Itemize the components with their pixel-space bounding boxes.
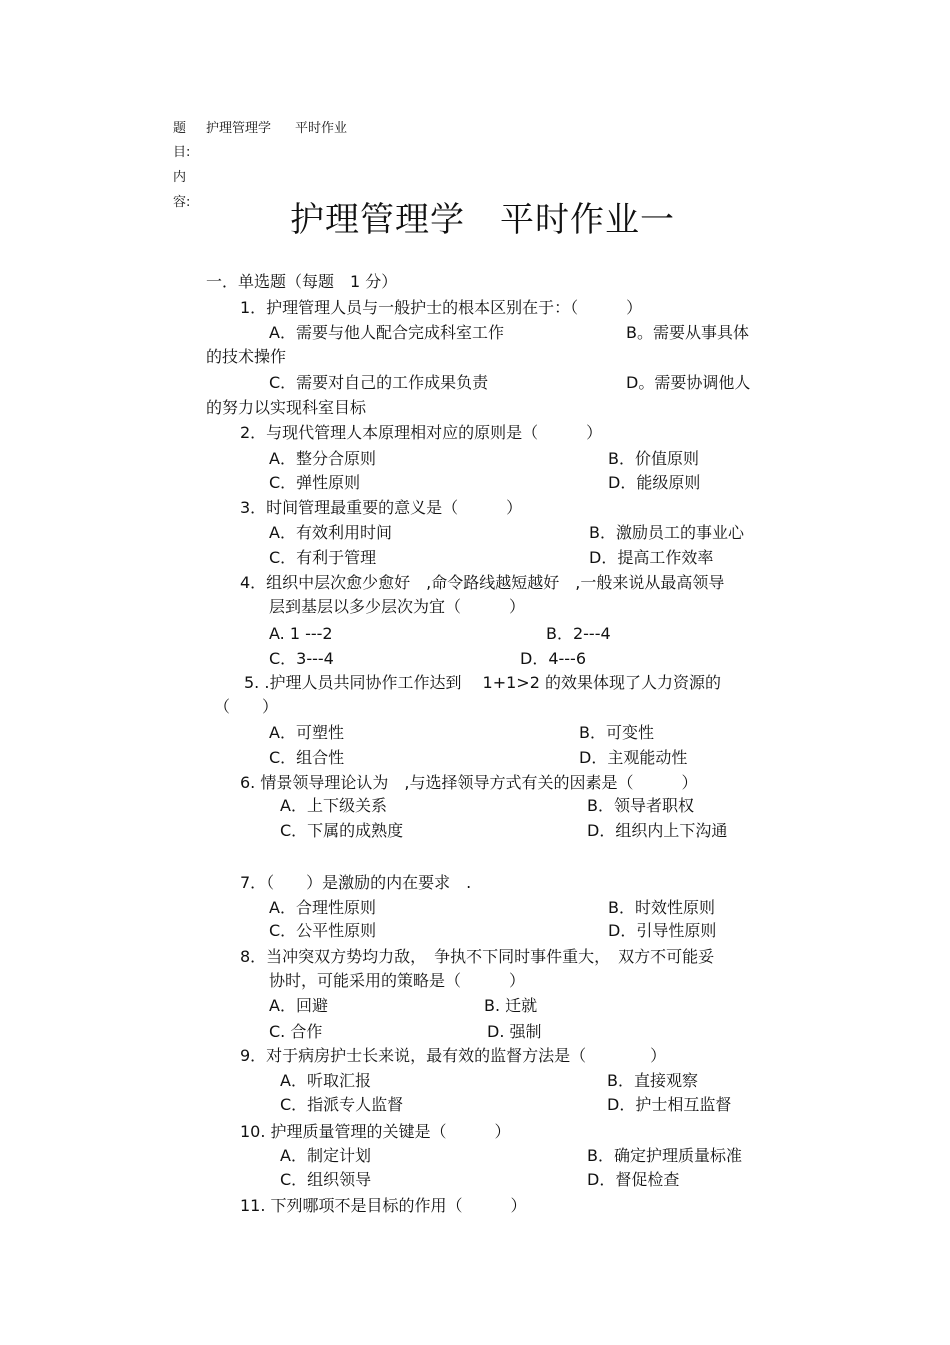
q9-option-d: D．护士相互监督 — [607, 1095, 732, 1114]
question-8: 8．当冲突双方势均力敌， 争执不下同时事件重大， 双方不可能妥 — [240, 947, 715, 966]
q7-option-b: B．时效性原则 — [608, 898, 715, 917]
q6-option-c: C．下属的成熟度 — [280, 821, 404, 840]
question-11: 11. 下列哪项不是目标的作用（ ） — [240, 1196, 527, 1215]
question-9: 9．对于病房护士长来说，最有效的监督方法是（ ） — [240, 1046, 667, 1065]
question-2: 2．与现代管理人本原理相对应的原则是（ ） — [240, 423, 603, 442]
q10-option-a: A．制定计划 — [280, 1146, 371, 1165]
q1-option-b: B。需要从事具体 — [626, 323, 749, 342]
q7-option-c: C．公平性原则 — [269, 921, 377, 940]
q9-option-a: A．听取汇报 — [280, 1071, 371, 1090]
question-4-cont: 层到基层以多少层次为宜（ ） — [269, 597, 526, 616]
q6-option-b: B．领导者职权 — [587, 796, 694, 815]
question-5: 5. .护理人员共同协作工作达到 1+1>2 的效果体现了人力资源的 — [244, 673, 721, 692]
q1-option-d-cont: 的努力以实现科室目标 — [206, 398, 367, 417]
q4-option-c: C．3---4 — [269, 649, 334, 668]
q4-option-a: A. 1 ---2 — [269, 624, 333, 643]
page-title: 护理管理学 平时作业一 — [290, 200, 675, 240]
question-10: 10. 护理质量管理的关键是（ ） — [240, 1122, 511, 1141]
q5-option-c: C．组合性 — [269, 748, 345, 767]
q6-option-a: A．上下级关系 — [280, 796, 387, 815]
label-topic: 题 — [173, 121, 187, 136]
q3-option-c: C．有利于管理 — [269, 548, 377, 567]
q1-option-d: D。需要协调他人 — [626, 373, 751, 392]
header-assignment: 平时作业 — [295, 121, 348, 136]
q6-option-d: D．组织内上下沟通 — [587, 821, 728, 840]
q9-option-b: B．直接观察 — [607, 1071, 698, 1090]
q1-option-b-cont: 的技术操作 — [206, 347, 287, 366]
q7-option-d: D．引导性原则 — [608, 921, 717, 940]
label-content: 内 — [173, 170, 187, 185]
q8-option-b: B. 迁就 — [484, 996, 538, 1015]
q2-option-a: A．整分合原则 — [269, 449, 376, 468]
q9-option-c: C．指派专人监督 — [280, 1095, 404, 1114]
q8-option-d: D. 强制 — [487, 1022, 542, 1041]
q1-option-a: A．需要与他人配合完成科室工作 — [269, 323, 504, 342]
question-6: 6. 情景领导理论认为 ,与选择领导方式有关的因素是（ ） — [240, 773, 698, 792]
section-heading: 一．单选题（每题 1 分） — [206, 272, 398, 291]
q10-option-b: B．确定护理质量标准 — [587, 1146, 742, 1165]
question-3: 3．时间管理最重要的意义是（ ） — [240, 498, 523, 517]
question-4: 4．组织中层次愈少愈好 ,命令路线越短越好 ,一般来说从最高领导 — [240, 573, 725, 592]
q5-option-b: B．可变性 — [579, 723, 654, 742]
question-5-cont: （ ） — [214, 697, 279, 716]
q4-option-d: D．4---6 — [520, 649, 587, 668]
q1-option-c: C．需要对自己的工作成果负责 — [269, 373, 489, 392]
q8-option-a: A．回避 — [269, 996, 328, 1015]
q7-option-a: A．合理性原则 — [269, 898, 376, 917]
q2-option-b: B．价值原则 — [608, 449, 699, 468]
q10-option-c: C．组织领导 — [280, 1170, 372, 1189]
q3-option-d: D．提高工作效率 — [589, 548, 714, 567]
label-content-2: 容: — [173, 195, 191, 210]
q2-option-c: C．弹性原则 — [269, 473, 361, 492]
q2-option-d: D．能级原则 — [608, 473, 701, 492]
question-8-cont: 协时，可能采用的策略是（ ） — [269, 971, 526, 990]
q5-option-a: A．可塑性 — [269, 723, 344, 742]
label-topic-2: 目: — [173, 145, 191, 160]
q4-option-b: B．2---4 — [546, 624, 611, 643]
q8-option-c: C. 合作 — [269, 1022, 323, 1041]
q3-option-a: A．有效利用时间 — [269, 523, 392, 542]
q5-option-d: D．主观能动性 — [579, 748, 688, 767]
header-course: 护理管理学 — [206, 121, 272, 136]
question-1: 1．护理管理人员与一般护士的根本区别在于：（ ） — [240, 298, 643, 317]
q10-option-d: D．督促检查 — [587, 1170, 680, 1189]
question-7: 7．（ ）是激励的内在要求 . — [240, 873, 472, 892]
q3-option-b: B．激励员工的事业心 — [589, 523, 744, 542]
